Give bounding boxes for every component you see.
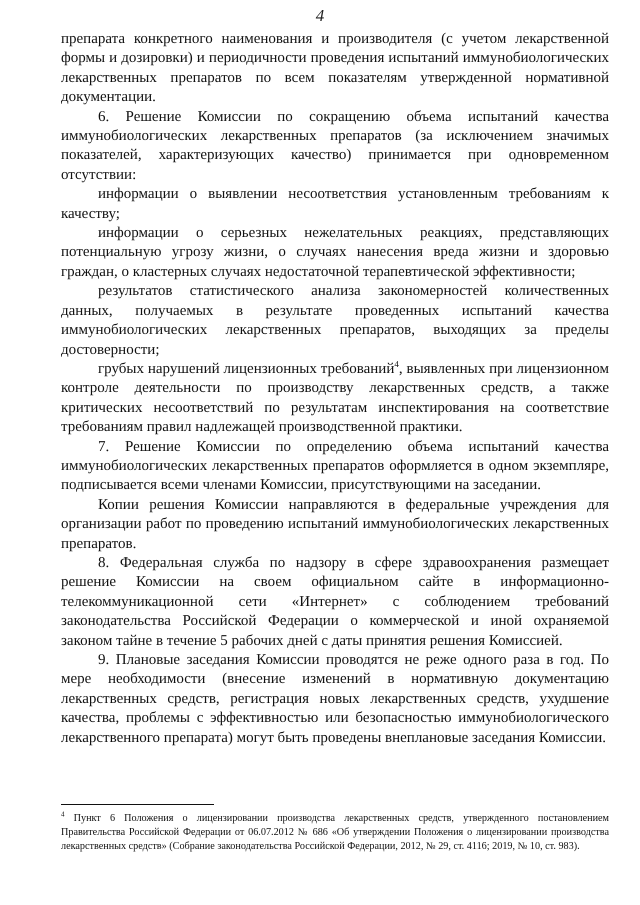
paragraph-condition-license-violations	[61, 360, 609, 438]
paragraph-item-8: 8. Федеральная служба по надзору в сфере здравоохранения размещает решение Комиссии на своем официальном сайте в информационно-телекоммуникационной сети «Интернет» с соблюдением требований законодательства Российской Федерации о коммерческой и иной охраняемой законом тайне в течение 5 рабочих дней с даты принятия решения Комиссией.	[61, 554, 609, 649]
paragraph-condition-statistics: результатов статистического анализа закономерностей количественных данных, получаемых в результате проведенных испытаний качества иммунобиологических лекарственных препаратов, выходящих за пределы достоверности;	[61, 283, 609, 358]
paragraph-condition-adverse-reactions: информации о серьезных нежелательных реакциях, представляющих потенциальную угрозу жизни, о случаях нанесения вреда жизни и здоровью граждан, о кластерных случаях недостаточной терапевтической эффективности;	[61, 225, 609, 280]
document-body	[61, 30, 609, 748]
footnote-marker: 4	[61, 810, 65, 819]
paragraph-continuation: препарата конкретного наименования и производителя (с учетом лекарственной формы и дозировки) и периодичности проведения испытаний иммунобиологических лекарственных препаратов по всем показателям утвержденной нормативной документации.	[61, 31, 609, 106]
page-number: 4	[315, 6, 325, 25]
paragraph-item-6: 6. Решение Комиссии по сокращению объема испытаний качества иммунобиологических лекарственных препаратов (за исключением значимых показателей, характеризующих качество) принимается при одновременном отсутствии:	[61, 108, 609, 183]
footnote-reference: 4	[394, 358, 399, 369]
paragraph-copies: Копии решения Комиссии направляются в федеральные учреждения для организации работ по проведению испытаний иммунобиологических лекарственных препаратов.	[61, 496, 609, 552]
paragraph-item-7: 7. Решение Комиссии по определению объема испытаний качества иммунобиологических лекарственных препаратов оформляется в одном экземпляре, подписывается всеми членами Комиссии, присутствующими на заседании.	[61, 438, 609, 494]
footnote-text: Пункт 6 Положения о лицензировании производства лекарственных средств, утвержденного постановлением Правительства Российской Федерации от 06.07.2012 № 686 «Об утверждении Положения о лицензировании производства лекарственных средств» (Собрание законодательства Российской Федерации, 2012, № 29, ст. 4116; 2019, № 10, ст. 983).	[61, 813, 610, 852]
footnote-divider	[61, 804, 214, 805]
paragraph-item-9: 9. Плановые заседания Комиссии проводятся не реже одного раза в год. По мере необходимости (внесение изменений в нормативную документацию лекарственных средств, регистрация новых лекарственных средств, ухудшение качества, проблемы с эффективностью или безопасностью иммунобиологического лекарственного препарата) могут быть проведены внеплановые заседания Комиссии.	[61, 652, 609, 746]
footnote	[61, 812, 609, 854]
paragraph-condition-nonconformity: информации о выявлении несоответствия установленным требованиям к качеству;	[61, 186, 609, 222]
paragraph-text-before-ref: грубых нарушений лицензионных требований	[98, 360, 395, 377]
paragraph-text-after-ref: , выявленных при лицензионном контроле деятельности по производству лекарственных средств, а также критических несоответствий по результатам инспектирования на соответствие требованиям правил надлежащей производственной практики.	[61, 360, 609, 436]
